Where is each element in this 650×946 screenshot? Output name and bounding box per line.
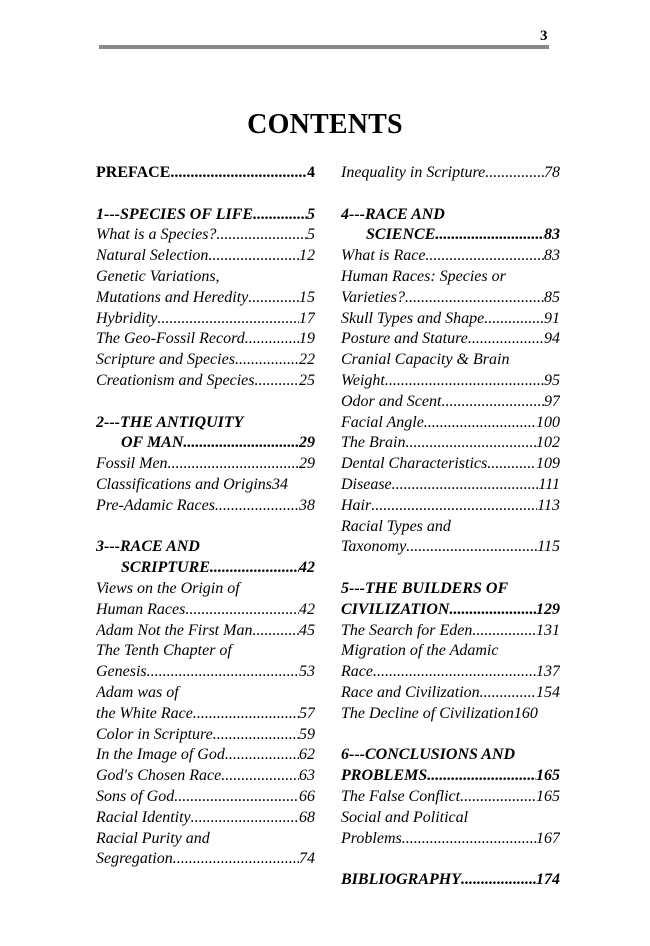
dot-leader [392, 475, 539, 496]
toc-entry-page: 85 [544, 288, 560, 306]
toc-entry-page: 38 [299, 496, 315, 514]
dot-leader [174, 787, 299, 808]
toc-entry-title: SCRIPTURE [121, 559, 210, 577]
toc-entry [341, 433, 560, 454]
toc-entry-title: Racial Types and [341, 517, 451, 535]
toc-entry [96, 246, 315, 267]
toc-entry-title: Human Races [96, 600, 186, 618]
toc-entry-page: 29 [299, 455, 315, 473]
toc-entry [96, 413, 315, 434]
toc-entry-page: 174 [536, 871, 560, 889]
toc-entry-page: 62 [299, 746, 315, 764]
toc-entry-page: 113 [537, 496, 560, 514]
toc-entry-title: Sons of God [96, 787, 175, 805]
dot-leader [405, 433, 536, 454]
dot-leader [253, 205, 307, 226]
toc-entry [341, 454, 560, 475]
dot-leader [427, 766, 536, 787]
toc-entry-page: 167 [536, 829, 560, 847]
toc-entry [96, 558, 315, 579]
toc-entry [341, 870, 560, 891]
toc-entry-title: 2---THE ANTIQUITY [96, 413, 244, 431]
toc-entry [341, 371, 560, 392]
toc-entry-title: Genesis [96, 663, 147, 681]
toc-entry-title: 4---RACE AND [341, 205, 445, 223]
dot-leader [216, 225, 307, 246]
toc-entry-title: Skull Types and Shape [341, 309, 485, 327]
toc-entry-title: Adam was of [96, 683, 179, 701]
dot-leader [255, 371, 300, 392]
toc-entry-title: Problems [341, 829, 402, 847]
toc-entry [341, 496, 560, 517]
toc-entry [341, 350, 560, 371]
toc-entry-page: 165 [536, 787, 560, 805]
toc-entry-page: 4 [307, 164, 315, 181]
toc-entry [341, 475, 560, 496]
toc-entry-page: 12 [299, 247, 315, 265]
toc-entry-title: CIVILIZATION [341, 600, 450, 618]
toc-entry-page: 109 [536, 455, 560, 473]
dot-leader [385, 371, 544, 392]
dot-leader [225, 745, 299, 766]
toc-entry-page: 42 [299, 600, 315, 618]
toc-entry [341, 288, 560, 309]
toc-entry-page: 131 [536, 621, 560, 639]
toc-entry-title: Race [341, 663, 373, 681]
toc-entry-page: 100 [536, 413, 560, 431]
toc-entry-page: 66 [299, 787, 315, 805]
toc-entry [341, 766, 560, 787]
dot-leader [157, 309, 299, 330]
toc-entry [341, 808, 560, 829]
toc-entry-page: 97 [544, 392, 560, 410]
dot-leader [485, 163, 544, 184]
toc-entry-page: 57 [299, 704, 315, 722]
toc-entry-title: Racial Purity and [96, 829, 210, 847]
toc-entry [96, 163, 315, 184]
toc-entry [96, 849, 315, 870]
toc-entry-page: 15 [299, 288, 315, 306]
dot-leader [173, 849, 299, 870]
toc-entry [96, 579, 315, 600]
toc-entry [96, 475, 315, 496]
toc-entry [96, 745, 315, 766]
toc-entry-title: 5---THE BUILDERS OF [341, 579, 509, 597]
toc-entry [96, 641, 315, 662]
toc-entry [341, 600, 560, 621]
toc-entry-title: OF MAN [121, 434, 184, 452]
dot-leader [406, 537, 537, 558]
toc-entry-page: 53 [299, 663, 315, 681]
dot-leader [487, 454, 536, 475]
toc-entry-page: 17 [299, 309, 315, 327]
toc-entry [341, 413, 560, 434]
toc-entry [96, 808, 315, 829]
dot-leader [235, 350, 299, 371]
toc-entry [341, 745, 560, 766]
toc-entry [96, 329, 315, 350]
toc-entry [341, 517, 560, 538]
toc-entry-page: 83 [544, 226, 560, 244]
toc-entry-title: Varieties? [341, 288, 405, 306]
toc-entry-page: 95 [544, 371, 560, 389]
header-rule [99, 45, 549, 49]
toc-entry-title: The Decline of Civilization [341, 704, 514, 722]
toc-entry-title: Mutations and Heredity [96, 288, 249, 306]
toc-entry-page: 83 [544, 247, 560, 265]
toc-entry-page: 5 [307, 226, 315, 244]
dot-leader [435, 225, 544, 246]
toc-entry [96, 829, 315, 850]
toc-entry [341, 309, 560, 330]
toc-entry-page: 45 [299, 621, 315, 639]
toc-entry [96, 309, 315, 330]
toc-entry-title: SCIENCE [366, 226, 436, 244]
toc-entry [341, 163, 560, 184]
dot-leader [424, 413, 536, 434]
toc-entry-title: Inequality in Scripture [341, 164, 486, 181]
toc-entry-title: Taxonomy [341, 538, 407, 556]
toc-right-column [341, 163, 560, 891]
toc-entry-page: 68 [299, 808, 315, 826]
dot-leader [170, 163, 307, 184]
toc-entry-page: 63 [299, 767, 315, 785]
dot-leader [461, 870, 536, 891]
toc-entry [96, 433, 315, 454]
toc-entry-page: 165 [536, 767, 560, 785]
toc-entry [96, 662, 315, 683]
toc-entry-page: 115 [537, 538, 560, 556]
toc-entry-title: PREFACE [96, 164, 171, 181]
toc-entry-page: 154 [536, 683, 560, 701]
dot-leader [468, 329, 544, 350]
toc-entry-title: Hair [341, 496, 372, 514]
toc-entry [96, 496, 315, 517]
toc-entry [96, 787, 315, 808]
dot-leader [185, 600, 299, 621]
toc-entry-title: Migration of the Adamic [341, 642, 499, 660]
toc-entry-page: 22 [299, 351, 315, 369]
toc-entry-page: 19 [299, 330, 315, 348]
toc-entry-page: 74 [299, 850, 315, 868]
dot-leader [402, 829, 536, 850]
dot-leader [193, 704, 299, 725]
toc-entry-title: Views on the Origin of [96, 579, 240, 597]
toc-entry-title: The Tenth Chapter of [96, 642, 232, 660]
dot-leader [248, 288, 299, 309]
toc-entry [341, 829, 560, 850]
toc-entry [341, 329, 560, 350]
toc-entry [96, 267, 315, 288]
toc-entry [96, 766, 315, 787]
toc-entry-title: Race and Civilization [341, 683, 480, 701]
toc-entry-title: Cranial Capacity & Brain [341, 351, 510, 369]
toc-entry-page: 5 [307, 205, 315, 223]
toc-entry [96, 225, 315, 246]
toc-entry [96, 371, 315, 392]
toc-gap [96, 392, 315, 413]
toc-entry [341, 225, 560, 246]
toc-entry-title: Creationism and Species [96, 371, 255, 389]
toc-entry-page: 129 [536, 600, 560, 618]
toc-entry [96, 537, 315, 558]
toc-entry-page: 160 [513, 704, 538, 722]
dot-leader [208, 246, 299, 267]
toc-entry-page: 59 [299, 725, 315, 743]
toc-entry-title: Genetic Variations, [96, 267, 220, 285]
toc-entry [96, 205, 315, 226]
dot-leader [472, 621, 536, 642]
toc-entry-page: 137 [536, 663, 560, 681]
dot-leader [373, 662, 536, 683]
toc-entry [96, 350, 315, 371]
dot-leader [215, 496, 299, 517]
dot-leader [460, 787, 536, 808]
toc-entry-title: The Brain [341, 434, 406, 452]
toc-entry-title: Color in Scripture [96, 725, 213, 743]
toc-entry-title: Disease [341, 475, 392, 493]
dot-leader [221, 766, 299, 787]
toc-entry [341, 621, 560, 642]
toc-entry-title: 6---CONCLUSIONS AND [341, 746, 516, 764]
toc-entry-title: Dental Characteristics [341, 455, 488, 473]
toc-entry-page: 91 [544, 309, 560, 327]
contents-title: CONTENTS [247, 109, 403, 140]
dot-leader [252, 621, 299, 642]
dot-leader [191, 808, 299, 829]
toc-entry-title: Adam Not the First Man [96, 621, 253, 639]
toc-entry [341, 267, 560, 288]
toc-entry-title: God's Chosen Race [96, 767, 222, 785]
toc-entry-title: The Geo-Fossil Record [96, 330, 245, 348]
toc-gap [96, 517, 315, 538]
toc-entry [96, 621, 315, 642]
toc-gap [341, 849, 560, 870]
toc-entry [96, 454, 315, 475]
toc-entry-page: 94 [544, 330, 560, 348]
toc-entry-title: Racial Identity [96, 808, 191, 826]
dot-leader [213, 725, 299, 746]
toc-entry-title: The False Conflict [341, 787, 461, 805]
page-number: 3 [540, 28, 548, 44]
toc-entry-title: What is Race [341, 247, 426, 265]
toc-entry-title: 3---RACE AND [96, 538, 200, 556]
toc-entry-title: Segregation [96, 850, 173, 868]
dot-leader [484, 309, 544, 330]
toc-entry-title: Weight [341, 371, 385, 389]
toc-entry-page: 29 [299, 434, 315, 452]
dot-leader [183, 433, 299, 454]
dot-leader [405, 288, 544, 309]
toc-entry-page: 25 [299, 371, 315, 389]
toc-entry-title: Hybridity [96, 309, 158, 327]
toc-entry-title: Fossil Men [96, 455, 168, 473]
toc-entry [341, 704, 560, 725]
toc-entry-title: BIBLIOGRAPHY [341, 871, 462, 889]
dot-leader [210, 558, 299, 579]
toc-entry [341, 683, 560, 704]
toc-entry-page: 78 [544, 164, 560, 181]
toc-entry-title: Odor and Scent [341, 392, 442, 410]
toc-entry-title: In the Image of God [96, 746, 225, 764]
toc-entry-title: Social and Political [341, 808, 469, 826]
toc-entry-page: 102 [536, 434, 560, 452]
toc-entry [341, 662, 560, 683]
toc-entry [341, 205, 560, 226]
toc-entry-page: 42 [299, 559, 315, 577]
toc-entry-title: the White Race [96, 704, 193, 722]
toc-entry [341, 537, 560, 558]
toc-entry-title: 1---SPECIES OF LIFE [96, 205, 254, 223]
toc-entry-page: 111 [538, 475, 560, 493]
toc-entry [96, 600, 315, 621]
toc-gap [341, 725, 560, 746]
toc-gap [341, 558, 560, 579]
dot-leader [245, 329, 299, 350]
toc-entry [96, 683, 315, 704]
toc-gap [341, 184, 560, 205]
dot-leader [480, 683, 536, 704]
dot-leader [168, 454, 299, 475]
dot-leader [425, 246, 544, 267]
dot-leader [441, 392, 544, 413]
toc-entry-title: The Search for Eden [341, 621, 473, 639]
dot-leader [449, 600, 536, 621]
toc-entry-title: Facial Angle [341, 413, 424, 431]
toc-gap [96, 184, 315, 205]
toc-entry [341, 787, 560, 808]
dot-leader [147, 662, 299, 683]
toc-entry-title: What is a Species? [96, 226, 217, 244]
toc-entry [341, 246, 560, 267]
toc-entry [341, 641, 560, 662]
toc-entry-title: Posture and Stature [341, 330, 468, 348]
toc-entry-title: Human Races: Species or [341, 267, 506, 285]
toc-entry-page: 34 [272, 475, 289, 493]
toc-entry-title: Pre-Adamic Races [96, 496, 215, 514]
toc-entry [341, 392, 560, 413]
toc-entry-title: Scripture and Species [96, 351, 235, 369]
toc-entry [96, 725, 315, 746]
dot-leader [371, 496, 537, 517]
toc-entry [341, 579, 560, 600]
toc-entry-title: Natural Selection [96, 247, 209, 265]
toc-entry [96, 288, 315, 309]
toc-left-column [96, 163, 315, 870]
toc-entry [96, 704, 315, 725]
toc-entry-title: PROBLEMS [341, 767, 428, 785]
toc-entry-title: Classifications and Origins [96, 475, 273, 493]
